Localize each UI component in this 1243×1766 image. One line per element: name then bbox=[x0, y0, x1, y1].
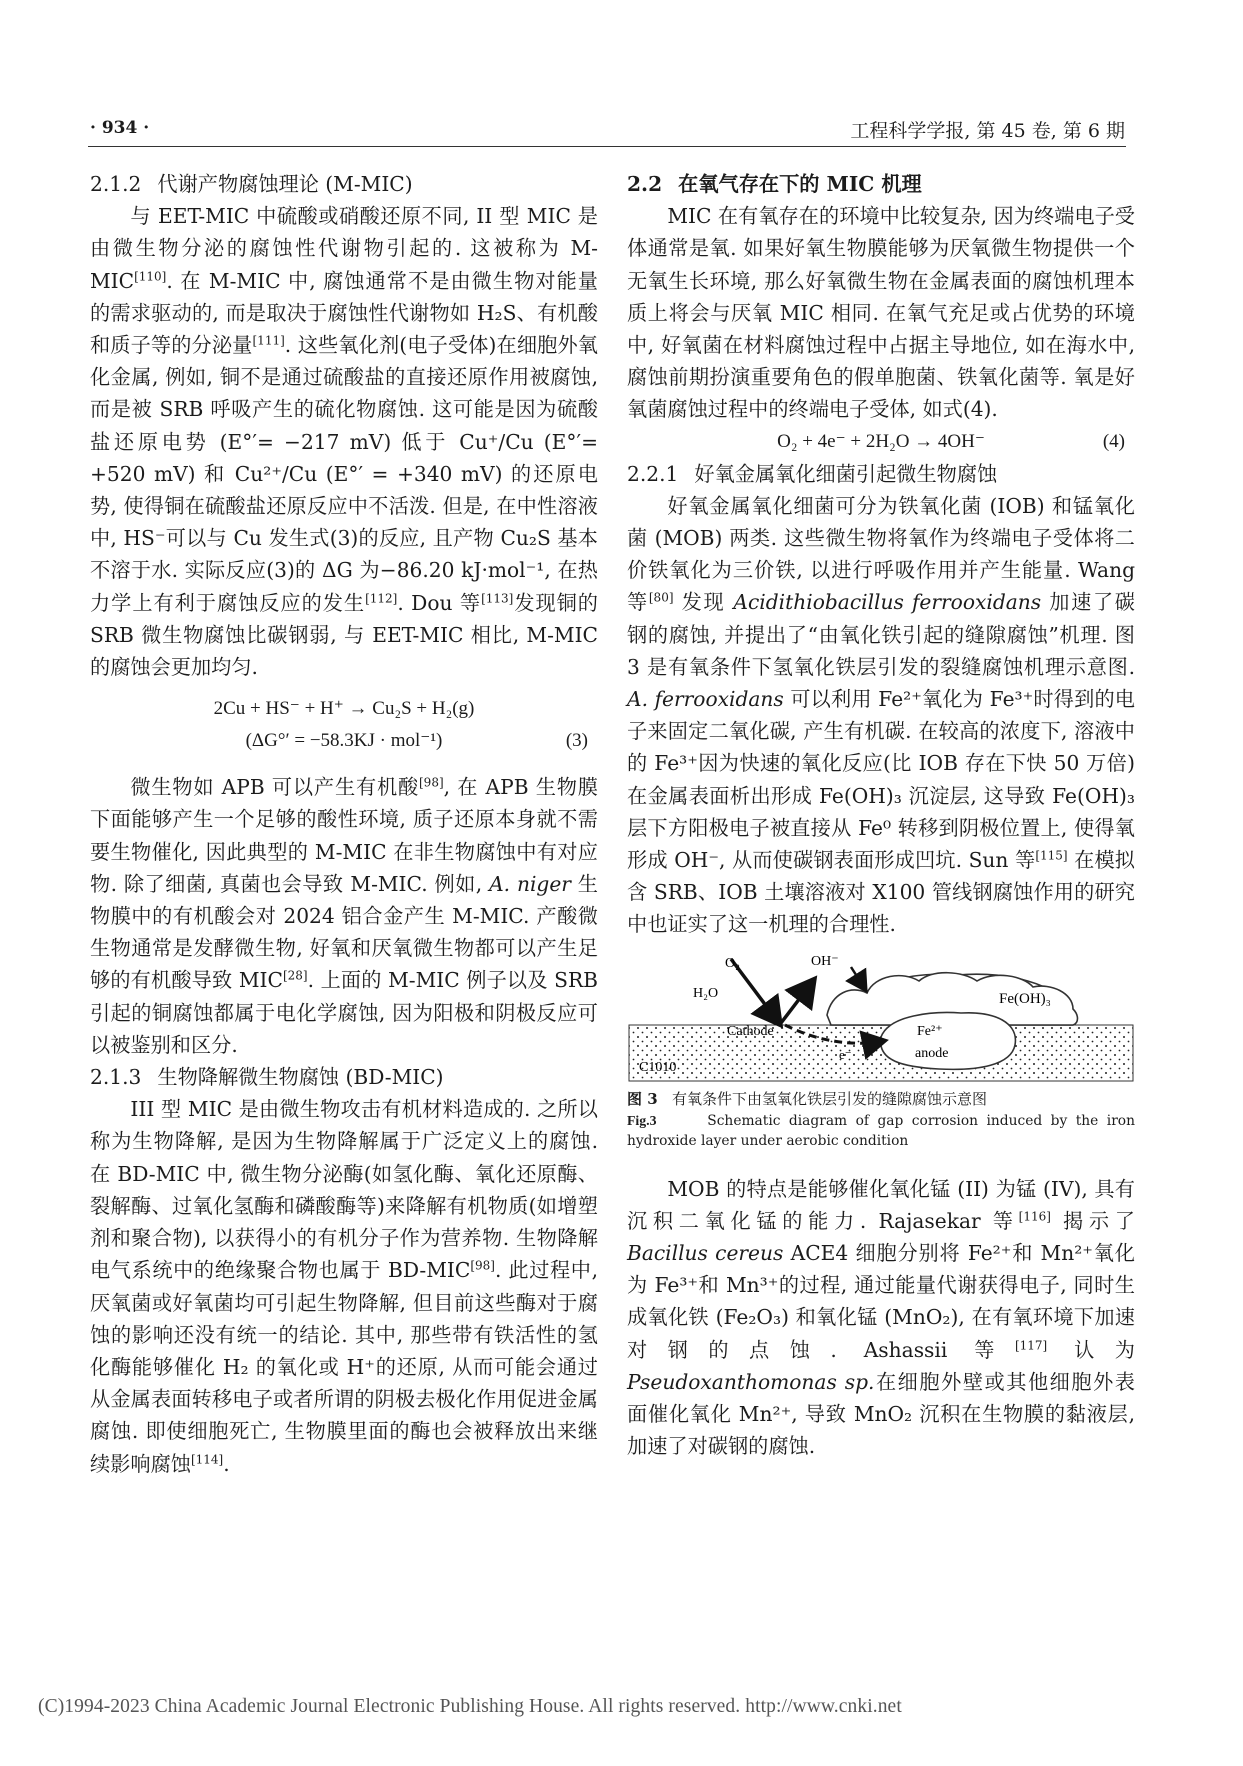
journal-header: 工程科学学报, 第 45 卷, 第 6 期 bbox=[850, 120, 1125, 142]
equation-3 bbox=[90, 693, 598, 725]
citation[interactable]: [113] bbox=[481, 590, 514, 605]
header-rule bbox=[88, 146, 1126, 147]
label-cathode: Cathode bbox=[727, 1023, 774, 1039]
section-number: 2.1.2 bbox=[90, 172, 142, 196]
equation-line: (ΔG°′ = −58.3KJ · mol⁻¹) bbox=[245, 730, 443, 752]
figure-caption-en: Fig.3 Schematic diagram of gap corrosion induced by the iron hydroxide layer under aerobic condition bbox=[627, 1112, 1135, 1149]
equation-line: 2Cu + HS⁻ + H⁺ → Cu₂S + H₂(g) bbox=[213, 698, 475, 720]
label-oh: OH⁻ bbox=[811, 953, 839, 969]
figure-3-diagram bbox=[627, 953, 1135, 1083]
hydroxide-arrow bbox=[781, 981, 813, 1023]
figure-caption-cn: 图 3 有氧条件下由氢氧化铁层引发的缝隙腐蚀示意图 bbox=[627, 1089, 987, 1108]
citation[interactable]: [112] bbox=[365, 590, 398, 605]
copyright-footer: (C)1994-2023 China Academic Journal Electronic Publishing House. All rights reserved. http://www.cnki.net bbox=[38, 1696, 902, 1717]
paragraph: MIC 在有氧存在的环境中比较复杂, 因为终端电子受体通常是氧. 如果好氧生物膜能够为厌氧微生物提供一个无氧生长环境, 那么好氧微生物在金属表面的腐蚀机理本质上将会与厌氧 MIC 相同. 在氧气充足或占优势的环境中, 好氧菌在材料腐蚀过程中占据主导地位, 如在海水中, 腐蚀前期扮演重要角色的假单胞菌、铁氧化菌等. 氧是好氧菌腐蚀过程中的终端电子受体, 如式(4). bbox=[627, 204, 1135, 422]
equation-number: (4) bbox=[1102, 430, 1125, 452]
citation[interactable]: [111] bbox=[252, 333, 285, 348]
label-h2o: H₂O bbox=[693, 985, 719, 1001]
section-heading-2-1-2 bbox=[90, 168, 598, 200]
citation[interactable]: [116] bbox=[1018, 1209, 1051, 1224]
section-title: 生物降解微生物腐蚀 (BD-MIC) bbox=[157, 1065, 444, 1090]
label-electron: e⁻ bbox=[839, 1046, 852, 1062]
label-feoh3: Fe(OH)₃ bbox=[999, 990, 1051, 1007]
paragraph: III 型 MIC 是由微生物攻击有机材料造成的. 之所以称为生物降解, 是因为生物降解属于广泛定义上的腐蚀. 在 BD-MIC 中, 微生物分泌酶(如氢化酶、氧化还原酶、裂解酶、过氧化氢酶和磷酸酶等)来降解有机物质(如增塑剂和聚合物), 以获得小的有机分子作为营养物. 生物降解电气系统中的绝缘聚合物也属于 BD-MIC[98]. 此过程中, 厌氧菌或好氧菌均可引起生物降解, 但目前这些酶对于腐蚀的影响还没有统一的结论. 其中, 那些带有铁活性的氢化酶能够催化 H₂ 的氧化或 H⁺的还原, 从而可能会通过从金属表面转移电子或者所谓的阴极去极化作用促进金属腐蚀. 即使细胞死亡, 生物膜里面的酶也会被释放出来继续影响腐蚀[114]. bbox=[90, 1097, 598, 1476]
equation-3-energy bbox=[90, 725, 598, 757]
section-title: 代谢产物腐蚀理论 (M-MIC) bbox=[157, 172, 413, 196]
citation[interactable]: [114] bbox=[190, 1451, 224, 1466]
section-title: 好氧金属氧化细菌引起微生物腐蚀 bbox=[694, 461, 998, 486]
label-c1010: C1010 bbox=[639, 1059, 677, 1075]
left-column bbox=[90, 168, 598, 1480]
section-number: 2.1.3 bbox=[90, 1065, 142, 1090]
citation[interactable]: [98] bbox=[470, 1258, 495, 1273]
citation[interactable]: [98] bbox=[419, 775, 444, 790]
section-number: 2.2 bbox=[627, 172, 663, 196]
figure-3 bbox=[627, 953, 1135, 1083]
citation[interactable]: [110] bbox=[134, 268, 167, 283]
page-number: · 934 · bbox=[90, 118, 150, 138]
section-title: 在氧气存在下的 MIC 机理 bbox=[678, 172, 922, 196]
section-number: 2.2.1 bbox=[627, 461, 679, 486]
equation-line: O₂ + 4e⁻ + 2H₂O → 4OH⁻ bbox=[777, 430, 985, 452]
label-fe2: Fe²⁺ bbox=[917, 1023, 943, 1039]
paragraph: 微生物如 APB 可以产生有机酸[98], 在 APB 生物膜下面能够产生一个足够的酸性环境, 质子还原本身就不需要生物催化, 因此典型的 M-MIC 在非生物腐蚀中有对应物. 除了细菌, 真菌也会导致 M-MIC. 例如, A. niger 生物膜中的有机酸会对 2024 铝合金产生 M-MIC. 产酸微生物通常是发酵微生物, 好氧和厌氧微生物都可以产生足够的有机酸导致 MIC[28]. 上面的 M-MIC 例子以及 SRB 引起的铜腐蚀都属于电化学腐蚀, 因为阳极和阴极反应可以被鉴别和区分. bbox=[90, 775, 598, 1057]
equation-number: (3) bbox=[565, 730, 588, 752]
citation[interactable]: [28] bbox=[282, 968, 308, 983]
paragraph: 好氧金属氧化细菌可分为铁氧化菌 (IOB) 和锰氧化菌 (MOB) 两类. 这些微生物将氧作为终端电子受体将二价铁氧化为三价铁, 以进行呼吸作用并产生能量. Wang 等[80] 发现 Acidithiobacillus ferrooxidans 加速了碳钢的腐蚀, 并提出了“由氧化铁引起的缝隙腐蚀”机理. 图 3 是有氧条件下氢氧化铁层引发的裂缝腐蚀机理示意图. A. ferrooxidans 可以利用 Fe²⁺氧化为 Fe³⁺时得到的电子来固定二氧化碳, 产生有机碳. 在较高的浓度下, 溶液中的 Fe³⁺因为快速的氧化反应(比 IOB 存在下快 50 万倍)在金属表面析出形成 Fe(OH)₃ 沉淀层, 这导致 Fe(OH)₃ 层下方阳极电子被直接从 Fe⁰ 转移到阴极位置上, 使得氧形成 OH⁻, 从而使碳钢表面形成凹坑. Sun 等[115] 在模拟含 SRB、IOB 土壤溶液对 X100 管线钢腐蚀作用的研究中也证实了这一机理的合理性. bbox=[627, 493, 1135, 937]
paragraph: MOB 的特点是能够催化氧化锰 (II) 为锰 (IV), 具有沉积二氧化锰的能力. Rajasekar 等[116] 揭示了 Bacillus cereus ACE4 细胞分别将 Fe²⁺和 Mn²⁺氧化为 Fe³⁺和 Mn³⁺的过程, 通过能量代谢获得电子, 同时生成氧化铁 (Fe₂O₃) 和氧化锰 (MnO₂), 在有氧环境下加速对钢的点蚀. Ashassii 等[117] 认为 Pseudoxanthomonas sp.在细胞外壁或其他细胞外表面催化氧化 Mn²⁺, 导致 MnO₂ 沉积在生物膜的黏液层, 加速了对碳钢的腐蚀. bbox=[627, 1176, 1135, 1459]
hydroxide-cloud-arrow bbox=[851, 967, 865, 989]
citation[interactable]: [80] bbox=[648, 590, 674, 605]
paragraph: 与 EET-MIC 中硫酸或硝酸还原不同, II 型 MIC 是由微生物分泌的腐蚀性代谢物引起的. 这被称为 M-MIC[110]. 在 M-MIC 中, 腐蚀通常不是由微生物对能量的需求驱动的, 而是取决于腐蚀性代谢物如 H₂S、有机酸和质子等的分泌量[111]. 这些氧化剂(电子受体)在细胞外氧化金属, 例如, 铜不是通过硫酸盐的直接还原作用被腐蚀, 而是被 SRB 呼吸产生的硫化物腐蚀. 这可能是因为硫酸盐还原电势 (E°′= −217 mV) 低于 Cu⁺/Cu (E°′= +520 mV) 和 Cu²⁺/Cu (E°′ = +340 mV) 的还原电势, 使得铜在硫酸盐还原反应中不活泼. 但是, 在中性溶液中, HS⁻可以与 Cu 发生式(3)的反应, 且产物 Cu₂S 基本不溶于水. 实际反应(3)的 ΔG 为−86.20 kJ·mol⁻¹, 在热力学上有利于腐蚀反应的发生[112]. Dou 等[113]发现铜的 SRB 微生物腐蚀比碳钢弱, 与 EET-MIC 相比, M-MIC 的腐蚀会更加均匀. bbox=[90, 204, 598, 680]
citation[interactable]: [117] bbox=[1014, 1337, 1048, 1352]
equation-4 bbox=[627, 426, 1135, 458]
section-heading-2-2-1 bbox=[627, 458, 1135, 490]
right-column bbox=[627, 168, 1135, 1463]
steel-substrate bbox=[629, 1025, 1133, 1081]
label-anode: anode bbox=[915, 1045, 949, 1061]
section-heading-2-1-3 bbox=[90, 1061, 598, 1093]
section-heading-2-2 bbox=[627, 168, 1135, 200]
citation[interactable]: [115] bbox=[1035, 848, 1068, 863]
label-o2: O₂ bbox=[725, 955, 740, 971]
